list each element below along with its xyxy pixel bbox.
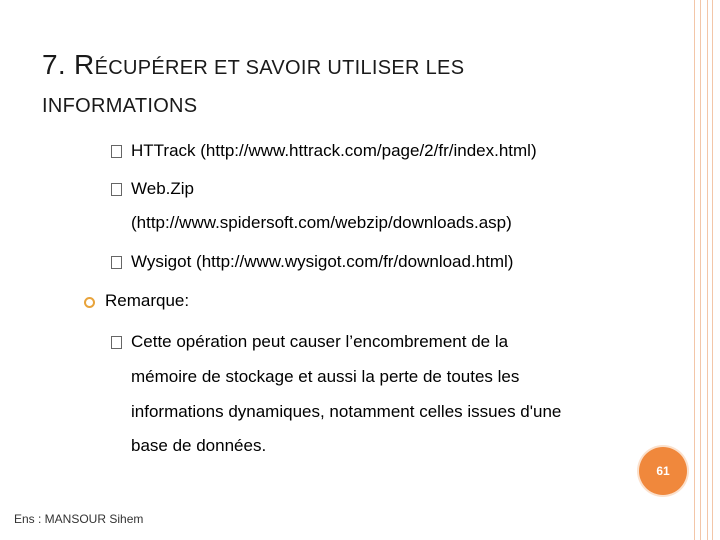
note-line-4: base de données. <box>131 436 267 455</box>
note-line-3: informations dynamiques, notamment celles issues d'une <box>131 402 562 421</box>
frame-line-1 <box>694 0 695 540</box>
checkbox-bullet-icon <box>111 256 122 269</box>
frame-line-4 <box>712 0 713 540</box>
slide-title <box>42 42 642 121</box>
note-line-2: mémoire de stockage et aussi la perte de toutes les <box>131 367 520 386</box>
frame-line-3 <box>707 0 708 540</box>
footer-author: Ens : MANSOUR Sihem <box>14 512 144 526</box>
bullet-webzip: Web.Zip <box>131 179 194 198</box>
title-line2: INFORMATIONS <box>42 95 198 117</box>
bullet-remarque: Remarque: <box>105 291 190 310</box>
title-initial: 7. R <box>42 49 95 80</box>
checkbox-bullet-icon <box>111 183 122 196</box>
circle-bullet-icon <box>84 297 95 308</box>
page-number-badge: 61 <box>639 447 687 495</box>
bullet-webzip-url: (http://www.spidersoft.com/webzip/downloads.asp) <box>131 213 512 232</box>
bullet-wysigot: Wysigot (http://www.wysigot.com/fr/download.html) <box>131 252 514 271</box>
bullet-httrack: HTTrack (http://www.httrack.com/page/2/fr/index.html) <box>131 141 537 160</box>
note-line-1: Cette opération peut causer l’encombrement de la <box>131 332 509 351</box>
checkbox-bullet-icon <box>111 336 122 349</box>
frame-line-2 <box>700 0 701 540</box>
title-line1: ÉCUPÉRER ET SAVOIR UTILISER LES <box>94 57 465 79</box>
checkbox-bullet-icon <box>111 145 122 158</box>
